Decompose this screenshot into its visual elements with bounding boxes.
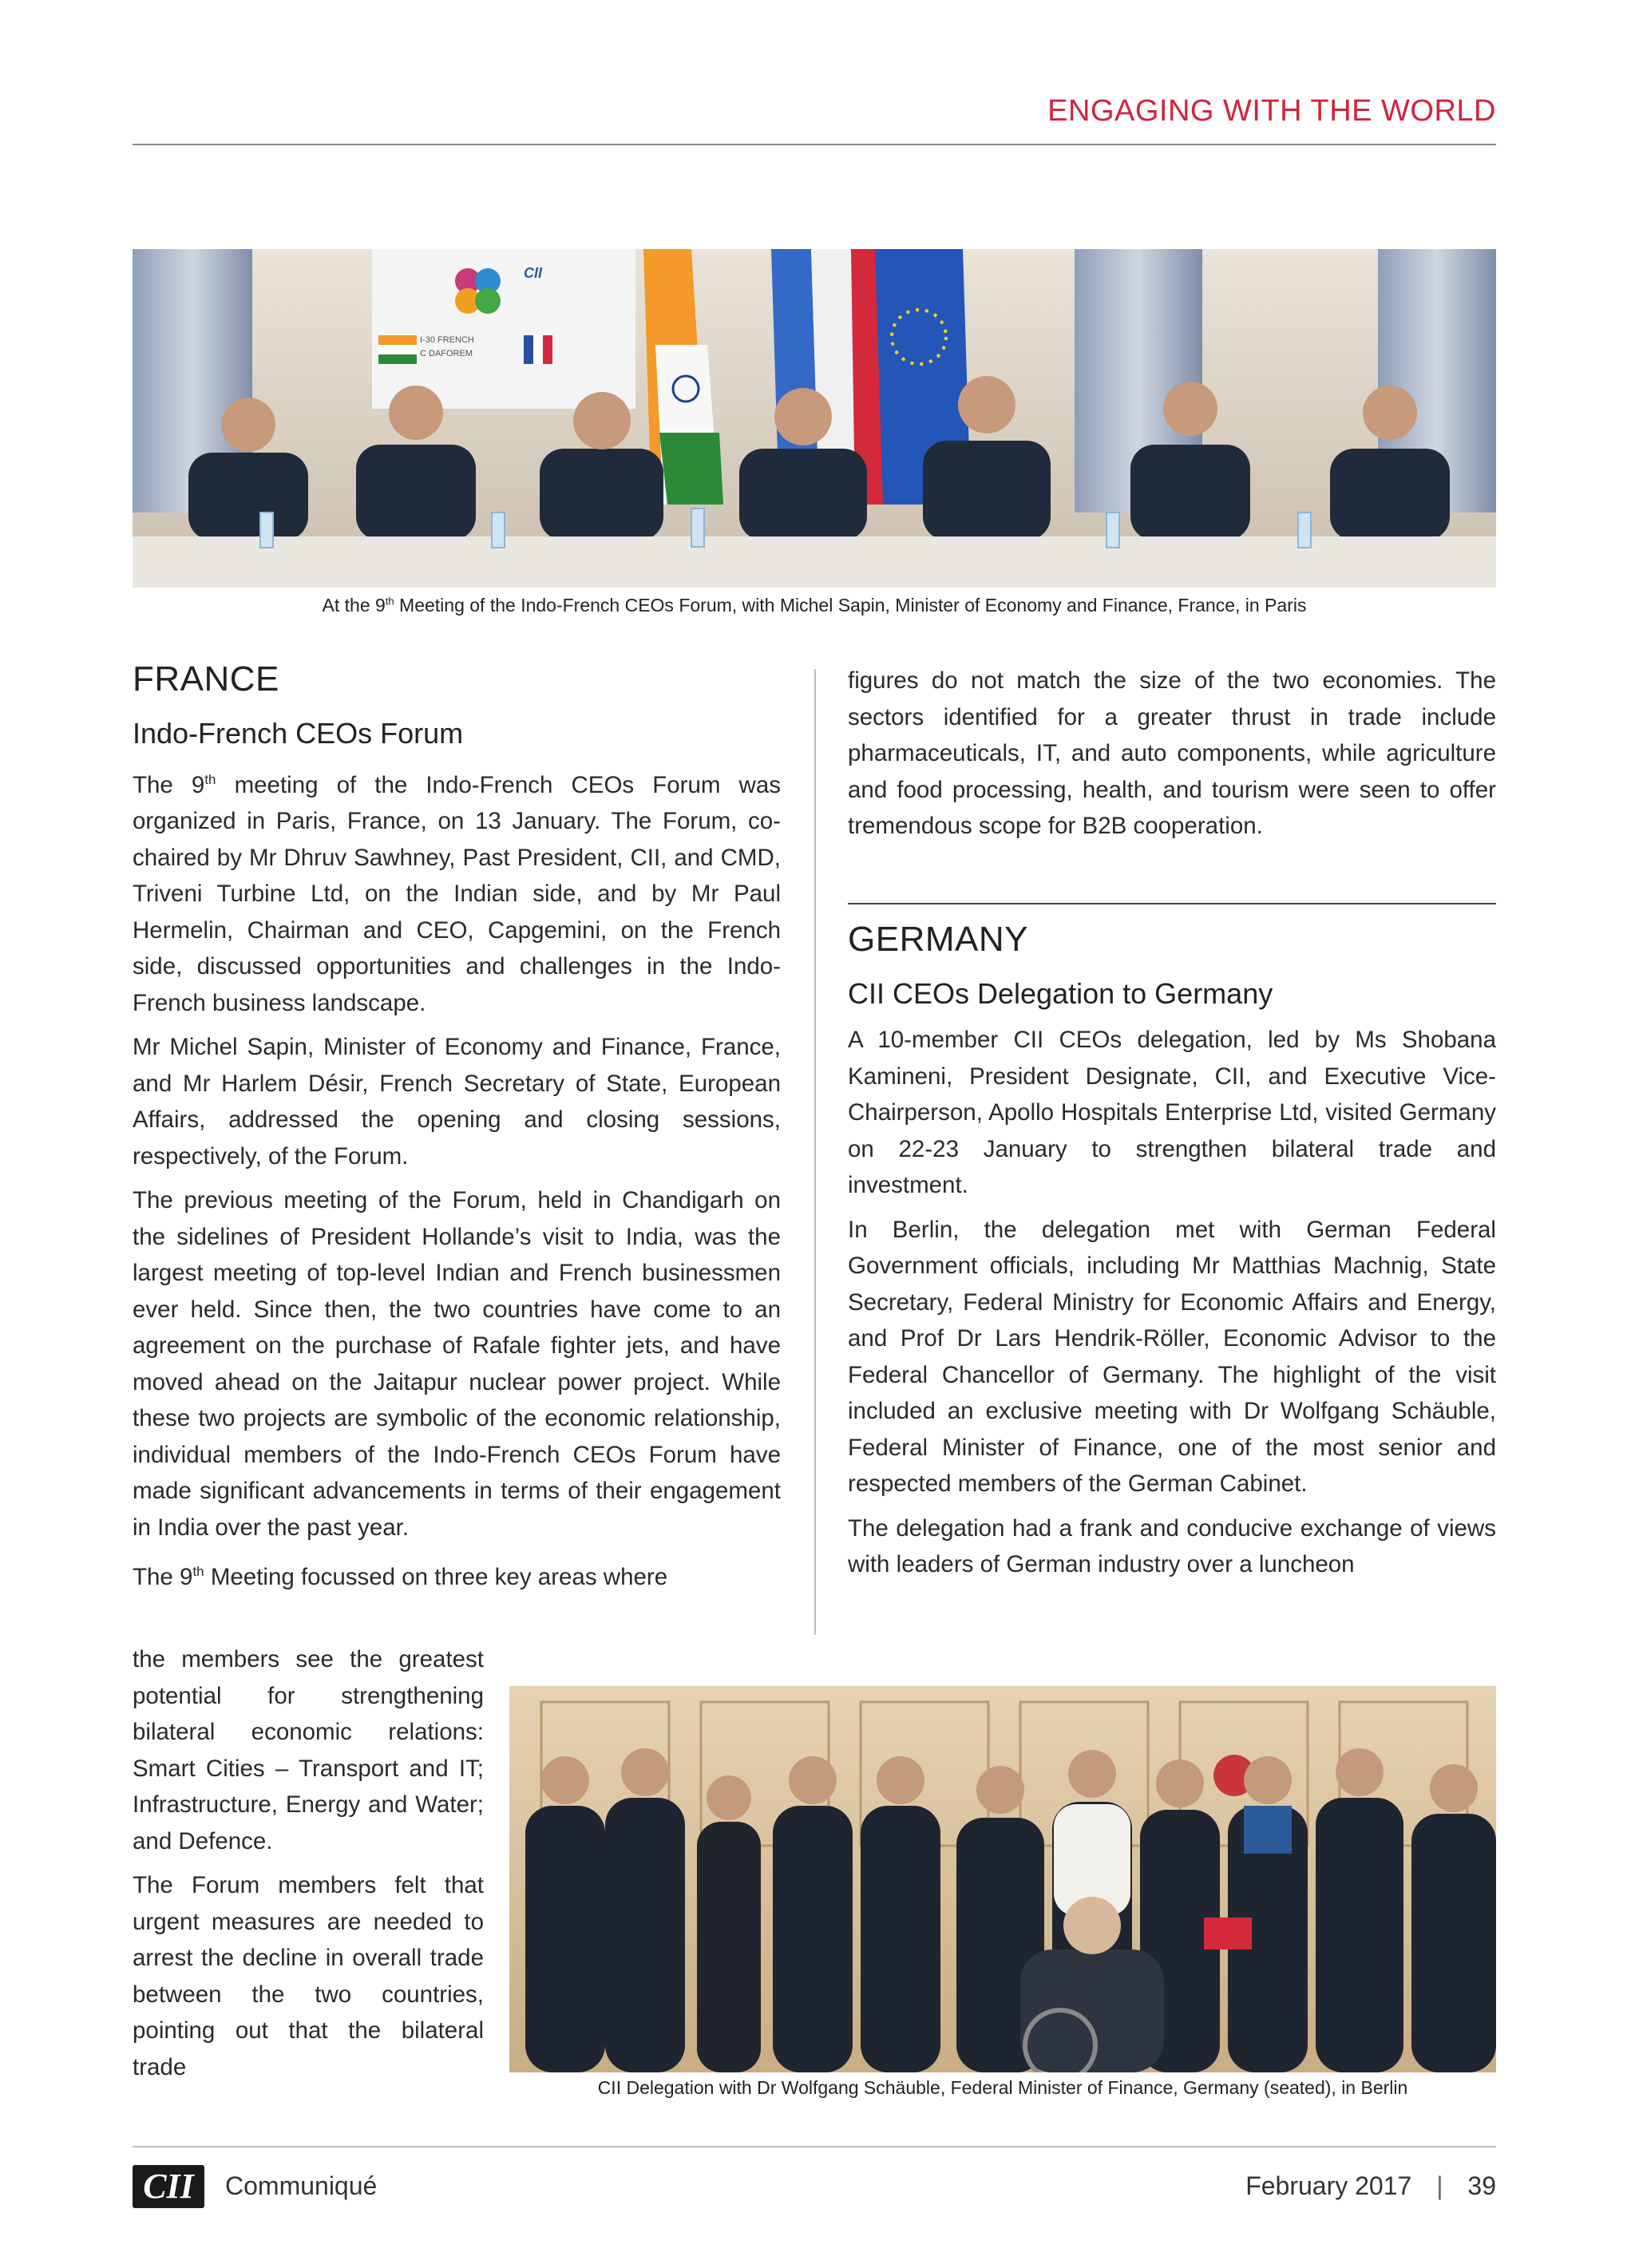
photo-berlin-delegation	[509, 1686, 1496, 2072]
germany-paragraph-2: In Berlin, the delegation met with German Federal Government officials, including Mr Matthias Machnig, State Secretary, Federal Ministry for Economic Affairs and Energy, and Prof Dr Lars Hendrik-Röller, Economic Advisor to the Federal Chancellor of Germany. The highlight of the visit included an exclusive meeting with Dr Wolfgang Schäuble, Federal Minister of Finance, one of the most senior and respected members of the German Cabinet.	[848, 1216, 1496, 1497]
header-rule	[133, 144, 1496, 145]
france-subheading: Indo-French CEOs Forum	[133, 717, 464, 750]
cii-logo: CII	[133, 2165, 204, 2208]
france-heading: FRANCE	[133, 659, 279, 699]
photo2-caption: CII Delegation with Dr Wolfgang Schäuble, Federal Minister of Finance, Germany (seated), in Berlin	[597, 2077, 1408, 2098]
france-paragraph-4-lead: The 9th Meeting focussed on three key areas where	[133, 1564, 668, 1591]
footer-rule	[133, 2146, 1496, 2147]
berlin-delegation-illustration	[509, 1686, 1496, 2072]
france-paragraph-3: The previous meeting of the Forum, held in Chandigarh on the sidelines of President Hollande’s visit to India, was the largest meeting of top-level Indian and French businessmen ever held. Since then, the two countries have come to an agreement on the purchase of Rafale fighter jets, and have moved ahead on the Jaitapur nuclear power project. While these two projects are symbolic of the economic relationship, individual members of the Indo-French CEOs Forum have made significant advancements in terms of their engagement in India over the past year.	[133, 1187, 781, 1541]
france-column	[133, 659, 781, 1596]
france-narrow-column	[133, 1641, 484, 2093]
photo-paris-meeting	[133, 249, 1496, 588]
section-divider-rule	[848, 903, 1496, 904]
column-divider	[814, 669, 816, 1635]
section-label: ENGAGING WITH THE WORLD	[1047, 94, 1496, 128]
banner-brand: CII	[524, 265, 543, 281]
germany-column	[848, 920, 1496, 1591]
france-paragraph-6: figures do not match the size of the two economies. The sectors identified for a greater thrust in trade include pharmaceuticals, IT, and auto components, while agriculture and food processing, health, and tourism were seen to offer tremendous scope for B2B cooperation.	[848, 667, 1496, 839]
germany-paragraph-3: The delegation had a frank and conducive exchange of views with leaders of German industry over a luncheon	[848, 1514, 1496, 1577]
issue-date: February 2017	[1245, 2171, 1412, 2200]
right-column	[848, 663, 1496, 853]
paris-meeting-illustration	[133, 249, 1496, 588]
france-paragraph-5: The Forum members felt that urgent measures are needed to arrest the decline in overall trade between the two countries, pointing out that the bilateral trade	[133, 1872, 484, 2080]
photo1-caption: At the 9th Meeting of the Indo-French CEOs Forum, with Michel Sapin, Minister of Economy and Finance, France, in Paris	[322, 595, 1307, 615]
france-paragraph-1: The 9th meeting of the Indo-French CEOs Forum was organized in Paris, France, on 13 January. The Forum, co-chaired by Mr Dhruv Sawhney, Past President, CII, and CMD, Triveni Turbine Ltd, on the Indian side, and by Mr Paul Hermelin, Chairman and CEO, Capgemini, on the French side, discussed opportunities and challenges in the Indo-French business landscape.	[133, 771, 781, 1016]
germany-subheading: CII CEOs Delegation to Germany	[848, 977, 1273, 1010]
footer-right	[1245, 2171, 1496, 2201]
page-number: 39	[1467, 2171, 1496, 2200]
footer-separator: |	[1436, 2171, 1443, 2200]
publication-name: Communiqué	[225, 2171, 378, 2200]
france-paragraph-4-cont: the members see the greatest potential for strengthening bilateral economic relations: Smart Cities – Transport and IT; Infrastructure, Energy and Water; and Defence.	[133, 1646, 484, 1854]
france-paragraph-2: Mr Michel Sapin, Minister of Economy and Finance, France, and Mr Harlem Désir, French Secretary of State, European Affairs, addressed the opening and closing sessions, respectively, of the Forum.	[133, 1034, 781, 1170]
banner-line-2: C DAFOREM	[420, 349, 473, 358]
germany-paragraph-1: A 10-member CII CEOs delegation, led by Ms Shobana Kamineni, President Designate, CII, and Executive Vice-Chairperson, Apollo Hospitals Enterprise Ltd, visited Germany on 22-23 January to strengthen bilateral trade and investment.	[848, 1027, 1496, 1198]
germany-heading: GERMANY	[848, 920, 1028, 959]
banner-line-1: I-30 FRENCH	[420, 335, 474, 345]
